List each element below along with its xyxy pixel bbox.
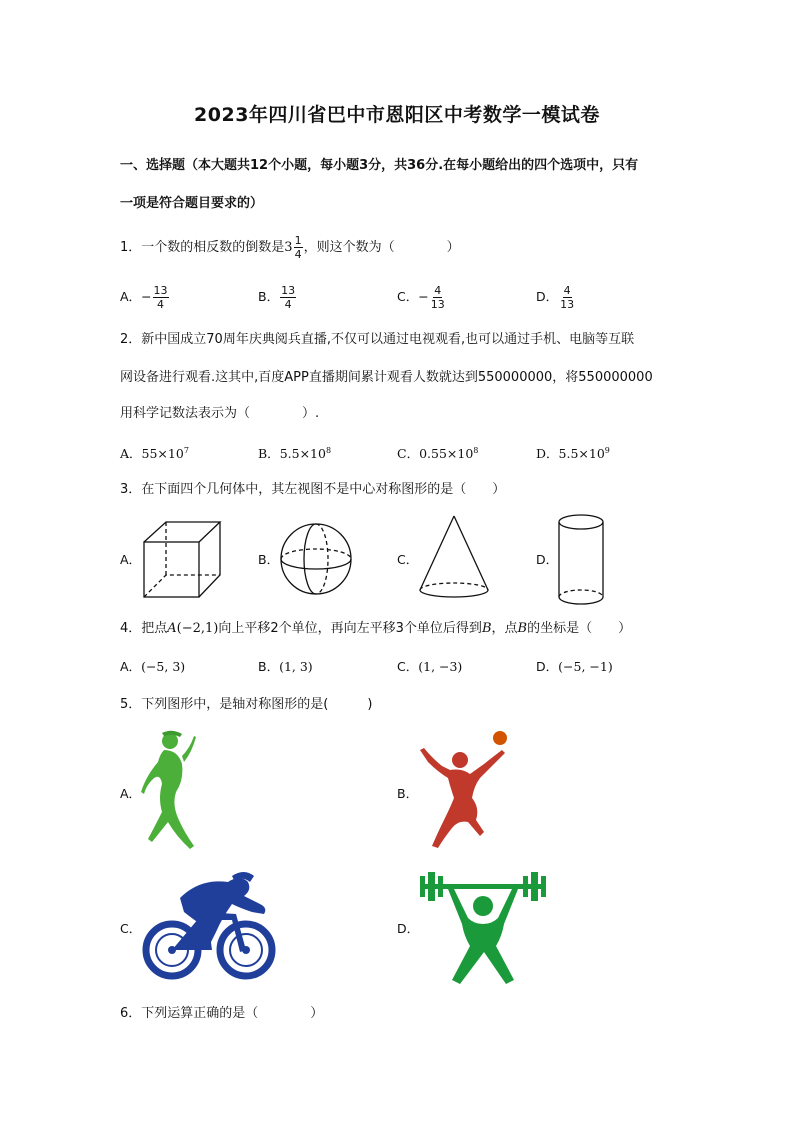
option-label: C．: [397, 446, 420, 462]
option-base: 55×10: [141, 446, 184, 462]
q4-option-a[interactable]: [120, 659, 185, 675]
q2-line2: 网设备进行观看.这其中,百度APP直播期间累计观看人数就达到550000000，将550000000: [120, 370, 653, 385]
weightlifter-figure[interactable]: [418, 868, 548, 986]
option-value: (−5, −1): [558, 659, 613, 674]
fraction-num: 13: [153, 284, 168, 297]
q4-option-b[interactable]: [258, 659, 313, 675]
q4-coords: (−2,1): [176, 621, 219, 636]
option-label: A．: [120, 289, 142, 304]
fraction-num: 13: [281, 284, 296, 297]
q1-option-c[interactable]: [397, 284, 447, 311]
q1-text-b: ，则这个数为（ ）: [303, 240, 460, 255]
fraction-den: 4: [157, 298, 165, 311]
section-header-line2: 一项是符合题目要求的）: [120, 196, 264, 211]
q1-whole: 3: [284, 240, 293, 255]
fraction-den: 13: [430, 298, 445, 311]
q2-line3: 用科学记数法表示为（ ）.: [120, 406, 320, 421]
q4-point-a: A: [167, 621, 177, 636]
fraction-den: 4: [284, 298, 292, 311]
option-label: D．: [536, 446, 559, 462]
option-value: (1, 3): [279, 659, 313, 674]
option-base: 5.5×10: [279, 446, 326, 462]
q1-fraction-num: 1: [294, 234, 302, 247]
fraction-den: 13: [560, 298, 575, 311]
option-base: 0.55×10: [419, 446, 474, 462]
q4-option-d[interactable]: [536, 659, 613, 675]
option-value: (1, −3): [418, 659, 463, 674]
option-label: B．: [258, 659, 280, 674]
q2-option-a[interactable]: [120, 443, 189, 462]
option-exponent: 9: [604, 446, 610, 455]
q5-option-d-label: D．: [397, 921, 420, 936]
option-fraction: [430, 284, 446, 311]
q2-option-b[interactable]: [258, 443, 331, 462]
q4-text-c: ，点: [491, 621, 518, 636]
fraction-num: 4: [563, 284, 571, 297]
option-label: D．: [536, 659, 559, 674]
q1-option-d[interactable]: [536, 284, 576, 311]
q4-point-b-2: B: [517, 621, 528, 636]
volleyball-player-figure[interactable]: [414, 728, 516, 852]
option-exponent: 8: [473, 446, 479, 455]
q2-option-d[interactable]: [536, 443, 610, 462]
q4-point-b: B: [481, 621, 492, 636]
fraction-num: 4: [434, 284, 442, 297]
q4-option-c[interactable]: [397, 659, 462, 675]
option-sign: −: [141, 289, 152, 304]
page-title: 2023年四川省巴中市恩阳区中考数学一模试卷: [194, 104, 600, 126]
option-fraction: [559, 284, 575, 311]
cone-figure[interactable]: [418, 514, 490, 600]
q1-option-b[interactable]: [258, 284, 297, 311]
q3-option-a-label: A．: [120, 552, 142, 567]
q5-option-b-label: B．: [397, 786, 419, 801]
golfer-figure[interactable]: [138, 728, 200, 852]
q3-text: 3．在下面四个几何体中，其左视图不是中心对称图形的是（ ）: [120, 482, 506, 497]
option-exponent: 8: [325, 446, 332, 455]
q3-option-b-label: B．: [258, 552, 280, 567]
q5-option-a-label: A．: [120, 786, 142, 801]
q2-option-c[interactable]: [397, 443, 478, 462]
question-4: [120, 621, 690, 637]
q4-text-a: 4．把点: [120, 621, 168, 636]
option-base: 5.5×10: [558, 446, 605, 462]
q1-text-a: 1．一个数的相反数的倒数是: [120, 240, 285, 255]
q4-text-d: 的坐标是（ ）: [527, 621, 632, 636]
section-header-line1: 一、选择题（本大题共12个小题，每小题3分，共36分.在每小题给出的四个选项中，只有: [120, 158, 639, 173]
question-1: [120, 234, 690, 261]
q4-text-b: 向上平移2个单位，再向左平移3个单位后得到: [218, 621, 482, 636]
q3-option-d-label: D．: [536, 552, 559, 567]
option-label: B．: [258, 446, 280, 462]
sphere-figure[interactable]: [279, 522, 353, 596]
option-sign: −: [418, 289, 429, 304]
q6-text: 6．下列运算正确的是（ ）: [120, 1006, 324, 1021]
option-label: B．: [258, 289, 280, 304]
option-fraction: [153, 284, 169, 311]
option-label: C．: [397, 289, 419, 304]
cube-figure[interactable]: [140, 518, 222, 600]
q1-fraction-den: 4: [294, 248, 302, 261]
option-value: (−5, 3): [141, 659, 186, 674]
option-label: D．: [536, 289, 559, 304]
option-label: C．: [397, 659, 419, 674]
cylinder-figure[interactable]: [557, 513, 605, 607]
q3-option-c-label: C．: [397, 552, 419, 567]
option-fraction: [280, 284, 296, 311]
cyclist-figure[interactable]: [140, 868, 278, 984]
q5-text: 5．下列图形中，是轴对称图形的是( ): [120, 697, 373, 712]
q1-fraction: [294, 234, 303, 261]
q1-option-a[interactable]: [120, 284, 170, 311]
option-exponent: 7: [183, 446, 189, 455]
option-label: A．: [120, 659, 142, 674]
q2-line1: 2．新中国成立70周年庆典阅兵直播,不仅可以通过电视观看,也可以通过手机、电脑等互联: [120, 332, 635, 347]
q5-option-c-label: C．: [120, 921, 142, 936]
option-label: A．: [120, 446, 142, 462]
